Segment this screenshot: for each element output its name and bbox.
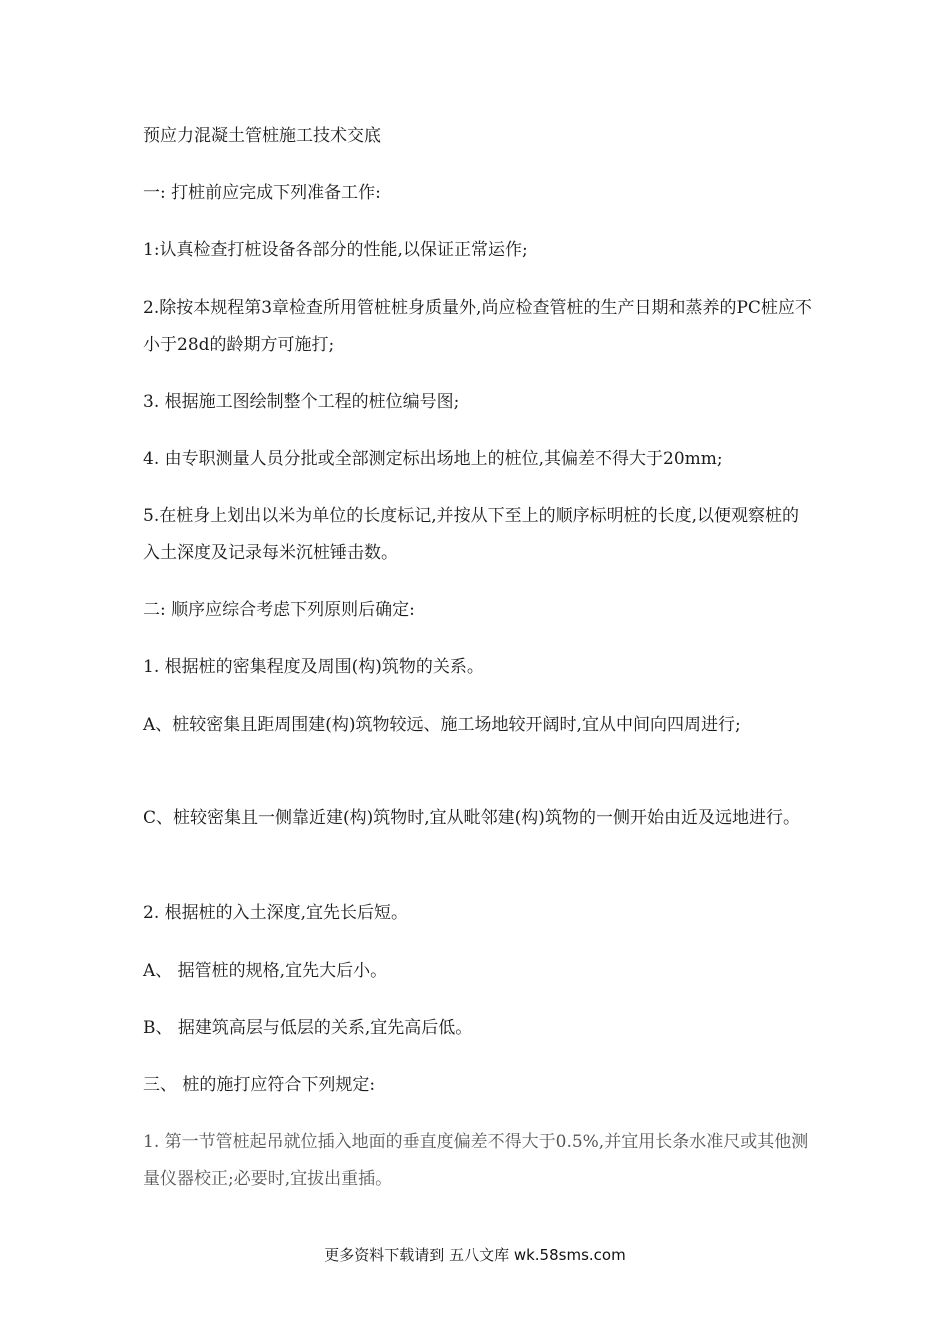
paragraph: C、桩较密集且一侧靠近建(构)筑物时,宜从毗邻建(构)筑物的一侧开始由近及远地进行。 xyxy=(143,808,800,828)
paragraph: 5.在桩身上划出以米为单位的长度标记,并按从下至上的顺序标明桩的长度,以便观察桩的入土深度及记录每米沉桩锤击数。 xyxy=(143,506,800,563)
document-title: 预应力混凝土管桩施工技术交底 xyxy=(143,126,381,146)
paragraph: 1. 第一节管桩起吊就位插入地面的垂直度偏差不得大于0.5%,并宜用长条水准尺或其他测量仪器校正;必要时,宜拔出重插。 xyxy=(143,1132,809,1189)
paragraph: A、桩较密集且距周围建(构)筑物较远、施工场地较开阔时,宜从中间向四周进行; xyxy=(143,715,741,735)
section-heading-2: 二: 顺序应综合考虑下列原则后确定: xyxy=(143,600,415,620)
paragraph: 1:认真检查打桩设备各部分的性能,以保证正常运作; xyxy=(143,240,528,260)
paragraph: B、 据建筑高层与低层的关系,宜先高后低。 xyxy=(143,1018,473,1038)
paragraph: 3. 根据施工图绘制整个工程的桩位编号图; xyxy=(143,392,460,412)
paragraph: A、 据管桩的规格,宜先大后小。 xyxy=(143,961,388,981)
section-heading-3: 三、 桩的施打应符合下列规定: xyxy=(143,1075,376,1095)
paragraph: 4. 由专职测量人员分批或全部测定标出场地上的桩位,其偏差不得大于20mm; xyxy=(143,449,723,469)
paragraph: 1. 根据桩的密集程度及周围(构)筑物的关系。 xyxy=(143,657,484,677)
paragraph: 2.除按本规程第3章检查所用管桩桩身质量外,尚应检查管桩的生产日期和蒸养的PC桩应不小于28d的龄期方可施打; xyxy=(143,298,812,355)
footer-link[interactable]: 更多资料下载请到 五八文库 wk.58sms.com xyxy=(324,1246,626,1264)
paragraph: 2. 根据桩的入土深度,宜先长后短。 xyxy=(143,903,409,923)
section-heading-1: 一: 打桩前应完成下列准备工作: xyxy=(143,183,381,203)
